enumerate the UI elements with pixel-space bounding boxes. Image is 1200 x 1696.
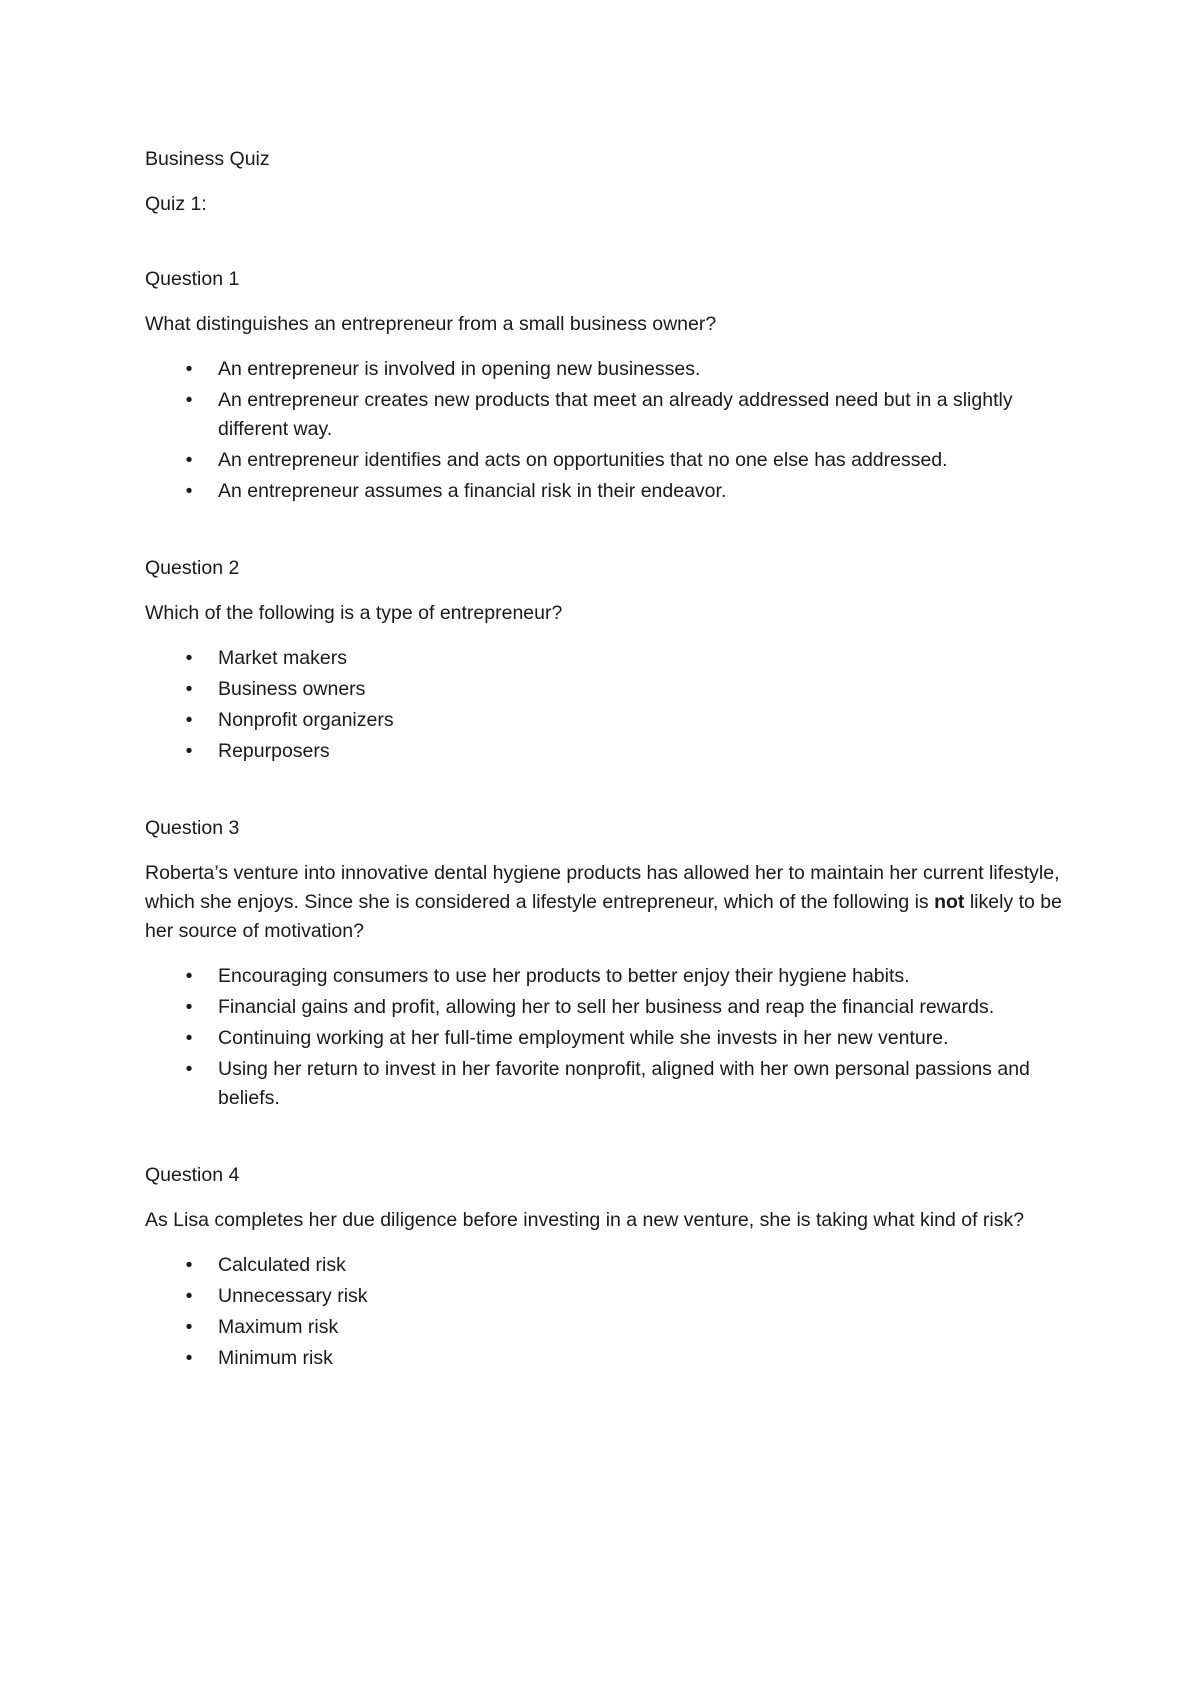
question-4 <box>145 1161 1075 1373</box>
bullet-icon: • <box>185 678 193 700</box>
document-title: Business Quiz <box>145 148 270 170</box>
answer-option <box>145 1282 1075 1311</box>
answer-option-text: Encouraging consumers to use her products to better enjoy their hygiene habits. <box>218 965 910 987</box>
answer-option <box>145 477 1075 506</box>
bullet-icon: • <box>185 996 193 1018</box>
answer-option-text: Maximum risk <box>218 1316 339 1338</box>
answer-option <box>145 355 1075 384</box>
bullet-icon: • <box>185 389 193 411</box>
answer-option <box>145 706 1075 735</box>
answer-option-text: Using her return to invest in her favorite nonprofit, aligned with her own personal passions and beliefs. <box>218 1058 1030 1109</box>
answer-options <box>145 1251 1075 1373</box>
question-prompt-emphasis: not <box>934 891 965 913</box>
bullet-icon: • <box>185 1285 193 1307</box>
answer-option <box>145 962 1075 991</box>
question-heading: Question 2 <box>145 557 240 579</box>
answer-option-text: Nonprofit organizers <box>218 709 394 731</box>
question-heading: Question 1 <box>145 268 240 290</box>
answer-option <box>145 993 1075 1022</box>
answer-option-text: Unnecessary risk <box>218 1285 368 1307</box>
question-prompt: As Lisa completes her due diligence before investing in a new venture, she is taking what kind of risk? <box>145 1209 1025 1231</box>
answer-option-text: Calculated risk <box>218 1254 346 1276</box>
answer-option <box>145 386 1075 444</box>
answer-options <box>145 962 1075 1113</box>
bullet-icon: • <box>185 358 193 380</box>
bullet-icon: • <box>185 965 193 987</box>
question-2 <box>145 554 1075 766</box>
question-heading: Question 3 <box>145 817 240 839</box>
answer-option-text: An entrepreneur identifies and acts on opportunities that no one else has addressed. <box>218 449 948 471</box>
answer-options <box>145 355 1075 506</box>
answer-option-text: Financial gains and profit, allowing her to sell her business and reap the financial rewards. <box>218 996 995 1018</box>
answer-option <box>145 675 1075 704</box>
document-page <box>145 145 1075 1373</box>
answer-option-text: An entrepreneur assumes a financial risk in their endeavor. <box>218 480 727 502</box>
answer-option-text: Minimum risk <box>218 1347 333 1369</box>
answer-option-text: Continuing working at her full-time employment while she invests in her new venture. <box>218 1027 949 1049</box>
bullet-icon: • <box>185 1058 193 1080</box>
question-prompt: What distinguishes an entrepreneur from a small business owner? <box>145 313 717 335</box>
bullet-icon: • <box>185 709 193 731</box>
answer-option <box>145 737 1075 766</box>
question-heading: Question 4 <box>145 1164 240 1186</box>
answer-option-text: An entrepreneur is involved in opening new businesses. <box>218 358 701 380</box>
answer-option <box>145 1024 1075 1053</box>
bullet-icon: • <box>185 1316 193 1338</box>
bullet-icon: • <box>185 449 193 471</box>
question-prompt: Which of the following is a type of entrepreneur? <box>145 602 563 624</box>
bullet-icon: • <box>185 740 193 762</box>
quiz-label: Quiz 1: <box>145 193 207 215</box>
answer-options <box>145 644 1075 766</box>
answer-option <box>145 1055 1075 1113</box>
bullet-icon: • <box>185 480 193 502</box>
answer-option <box>145 644 1075 673</box>
answer-option-text: An entrepreneur creates new products that meet an already addressed need but in a slightly different way. <box>218 389 1013 440</box>
question-prompt <box>145 859 1075 946</box>
answer-option <box>145 1344 1075 1373</box>
question-prompt-before: Roberta’s venture into innovative dental hygiene products has allowed her to maintain her current lifestyle, which she enjoys. Since she is considered a lifestyle entrepreneur, which of the following is <box>145 862 1060 913</box>
bullet-icon: • <box>185 647 193 669</box>
question-prompt-after: likely to be her source of motivation? <box>145 891 1062 942</box>
answer-option <box>145 1313 1075 1342</box>
bullet-icon: • <box>185 1027 193 1049</box>
answer-option <box>145 1251 1075 1280</box>
answer-option-text: Business owners <box>218 678 366 700</box>
question-1 <box>145 265 1075 506</box>
bullet-icon: • <box>185 1347 193 1369</box>
answer-option <box>145 446 1075 475</box>
answer-option-text: Market makers <box>218 647 347 669</box>
question-3 <box>145 814 1075 1113</box>
bullet-icon: • <box>185 1254 193 1276</box>
answer-option-text: Repurposers <box>218 740 330 762</box>
